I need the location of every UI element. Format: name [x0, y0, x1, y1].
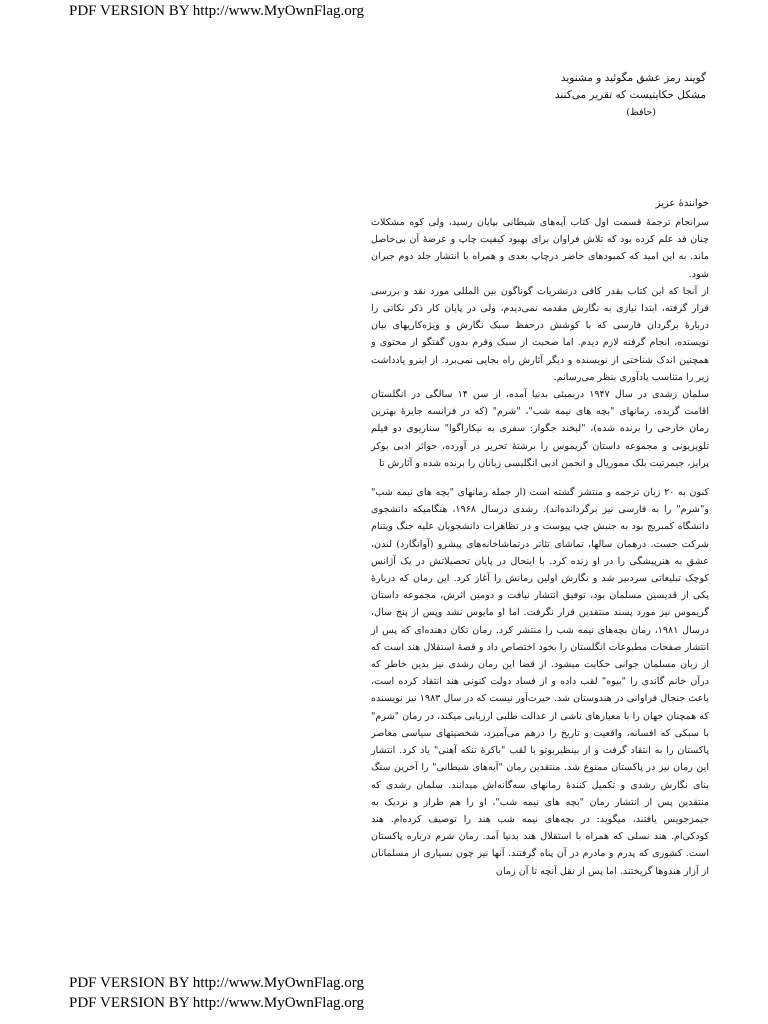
- letter-body: [371, 196, 709, 880]
- paragraph: سلمان رشدی در سال ۱۹۴۷ دربمبئی بدنیا آمده، از سن ۱۴ سالگی در انگلستان اقامت گزیده، رمانهای "بچه های نیمه شب"، "شرم" (که در فرانسه جایزهٔ بهترین رمان خارجی را برنده شده)، "لبخند جگوار: سفری به نیکاراگوا" سناریوی دو فیلم تلویزیونی و مجموعه داستان گریموس را برشتهٔ تحریر در آورده، جوائز ادبی بوکر پرایز، جیمزتیت بلک مموریال و انجمن ادبی انگلیسی زبانان را برنده شده و آثارش تا: [371, 389, 709, 469]
- paragraph: سرانجام ترجمهٔ قسمت اول کتاب آیه‌های شیطانی بپایان رسید، ولی کوه مشکلات چنان قد علم کرده بود که تلاش فراوان برای بهبود کیفیت چاپ و عرضهٔ آن بی‌حاصل ماند. به این امید که کمبودهای حاضر درچاپ بعدی و همراه با انتشار جلد دوم جبران شود.: [371, 217, 709, 280]
- footer-watermark: PDF VERSION BY http://www.MyOwnFlag.org: [69, 995, 365, 1011]
- epigraph: [520, 70, 706, 121]
- header-watermark: PDF VERSION BY http://www.MyOwnFlag.org: [69, 3, 365, 19]
- salutation: خوانندهٔ عزیز: [655, 198, 709, 209]
- paragraph: کنون به ۲۰ زبان ترجمه و منتشر گشته است (از جمله رمانهای "بچه های نیمه شب" و"شرم" را به فارسی نیز برگردانده‌اند). رشدی درسال ۱۹۶۸، هنگامیکه دانشجوی دانشگاه کمبریج بود به جنبش چپ پیوست و در تظاهرات دانشجویان علیه جنگ ویتنام شرکت جست. درهمان سالها، تماشای تئاتر درتماشاخانه‌های پیشرو (آوانگارد) لندن، عشق به هنرپیشگی را در او زنده کرد. با اینحال در پایان تحصیلاتش در یک آژانس کوچک تبلیغاتی سردبیر شد و نگارش اولین رمانش را آغاز کرد. این رمان که دربارهٔ یکی از قدیسین مسلمان بود، توفیق انتشار نیافت و دومین اثرش، مجموعه داستان گریموس نیز مورد پسند منتقدین قرار نگرفت. اما او مایوس نشد وپس از پنج سال، درسال ۱۹۸۱، رمان بچه‌های نیمه شب را منتشر کرد. رمان تکان دهنده‌ای که پس از انتشار صفحات مطبوعات انگلستان را بخود اختصاص داد و قصهٔ استقلال هند است که از زبان مسلمان جوانی حکایت میشود. از قضا این رمان رشدی نیز بدین خاطر که درآن خانم گاندی را "بیوه" لقب داده و از فساد دولت کنونی هند انتقاد کرده است، باعث جنجال فراوانی در هندوستان شد. حیرت‌آور نیست که در سال ۱۹۸۳ نیز نویسنده که همچنان جهان را با معیارهای ناشی از عدالت طلبی ارزیابی میکند، در رمان "شرم" با سبکی که افسانه، واقعیت و تاریخ را درهم می‌آمیزد، شخصیتهای سیاسی معاصر پاکستان را به انتقاد گرفت و از بینظیربوتو با لقب "باکرهٔ تنکه آهنی" یاد کرد. انتشار این رمان نیز در پاکستان ممنوع شد. منتقدین رمان "آیه‌های شیطانی" را آخرین سنگ بنای نگارش رشدی و تکمیل کنندهٔ رمانهای سه‌گانه‌اش میدانند. سلمان رشدی که منتقدین پس از انتشار رمان "بچه های نیمه شب"، او را هم طراز و نزدیک به جیمزجویس یافتند، میگوید: در بچه‌های نیمه شب هند را توصیف کرده‌ام. هند کودکی‌ام. هند نسلی که همراه با استقلال هند بدنیا آمد. رمان شرم درباره پاکستان است. کشوری که پدرم و مادرم در آن پناه گرفتند. آنها نیز چون بسیاری از مسلمانان از آزار هندوها گریختند. اما پس از نقل آنچه تا آن زمان: [371, 487, 709, 877]
- epigraph-line-2: مشکل حکایتیست که تقریر می‌کنند: [554, 89, 706, 101]
- epigraph-line-1: گویند رمز عشق مگوئید و مشنوید: [560, 72, 706, 84]
- epigraph-attribution: (حافظ): [626, 107, 656, 118]
- paragraph: از آنجا که این کتاب بقدر کافی درنشریات گوناگون بین المللی مورد نقد و بررسی قرار گرفته، ابتدا نیازی به نگارش مقدمه نمی‌دیدم، ولی در پایان کار ذکر نکاتی را دربارهٔ برگردان فارسی که با کوشش درحفظ سبک نگارش و ویژه‌کاریهای بیان نویسنده، انجام گرفته لازم دیدم. اما صحبت از سبک وفرم بدون گفتگو از محتوی و همچنین اندک شناختی از نویسنده و دیگر آثارش راه بجایی نمی‌برد. از اینرو یادداشت زیر را متناسب یادآوری بنظر می‌رسانم.: [371, 285, 709, 383]
- footer-watermark: PDF VERSION BY http://www.MyOwnFlag.org: [69, 975, 365, 991]
